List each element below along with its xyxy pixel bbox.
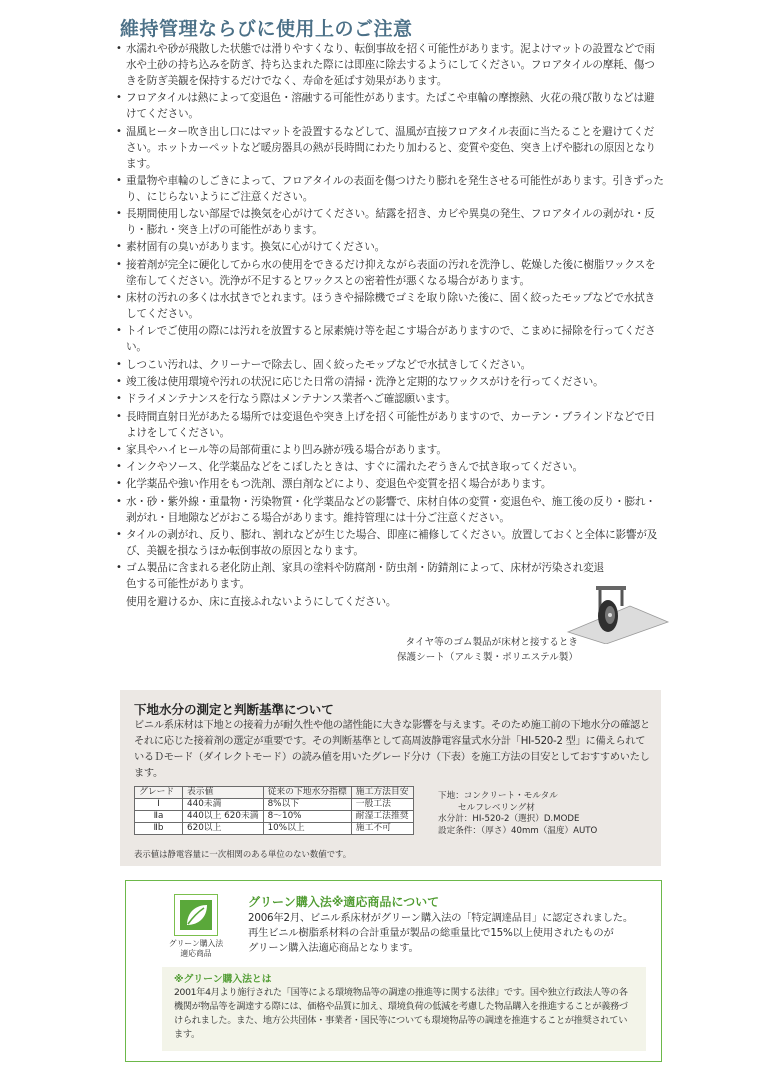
- table-header: 従来の下地水分指標: [263, 787, 351, 799]
- table-cell: Ⅱb: [135, 823, 183, 835]
- moisture-title: 下地水分の測定と判断基準について: [134, 702, 334, 717]
- green-title: グリーン購入法※適応商品について: [248, 895, 440, 909]
- subfloor-line: 下地：コンクリート・モルタル: [438, 791, 558, 801]
- note-item: • 家具やハイヒール等の局部荷重により凹み跡が残る場合があります。: [116, 442, 664, 458]
- table-note: 表示値は静電容量に一次相関のある単位のない数値です。: [134, 849, 352, 859]
- note-item: • 竣工後は使用環境や汚れの状況に応じた日常の清掃・洗浄と定期的なワックスがけを行ってください。: [116, 374, 664, 390]
- logo-label-line: グリーン購入法: [168, 939, 224, 948]
- note-item: • しつこい汚れは、クリーナーで除去し、固く絞ったモップなどで水拭きしてください。: [116, 357, 664, 373]
- table-cell: 施工不可: [351, 823, 413, 835]
- subfloor-line: 水分計：HI-520-2（選択）D.MODE: [438, 814, 580, 824]
- note-item: • 温風ヒーター吹き出し口にはマットを設置するなどして、温風が直接フロアタイル表面に当たることを避けてください。ホットカーペットなど暖房器具の熱が長時間にわたり加わると、変質や変色、突き上げや膨れの原因となります。: [116, 124, 664, 172]
- table-header: 表示値: [183, 787, 264, 799]
- subfloor-line: セルフレベリング材: [458, 802, 535, 813]
- note-item: • 重量物や車輪のしごきによって、フロアタイルの表面を傷つけたり膨れを発生させる可能性があります。引きずったり、にじらないようにご注意ください。: [116, 173, 664, 205]
- table-cell: Ⅱa: [135, 811, 183, 823]
- table-cell: 8%以下: [263, 799, 351, 811]
- table-cell: 8〜10%: [263, 811, 351, 823]
- green-leaf-logo: [174, 894, 218, 936]
- note-item: • フロアタイルは熱によって変退色・溶融する可能性があります。たばこや車輪の摩擦熱、火花の飛び散りなどは避けてください。: [116, 90, 664, 122]
- table-row: [135, 823, 414, 835]
- moisture-panel: [120, 690, 661, 866]
- table-header: 施工方法目安: [351, 787, 413, 799]
- note-item-extra: 使用を避けるか、床に直接ふれないようにしてください。: [126, 595, 397, 608]
- grade-table: [134, 786, 414, 835]
- green-logo-label: [164, 939, 228, 959]
- table-cell: 440以上 620未満: [183, 811, 264, 823]
- subfloor-info: [438, 791, 597, 837]
- green-text: [248, 911, 648, 956]
- green-purchase-panel: [125, 880, 662, 1062]
- note-item: • 水濡れや砂が飛散した状態では滑りやすくなり、転倒事故を招く可能性があります。泥よけマットの設置などで雨水や土砂の持ち込みを防ぎ、持ち込まれた際には即座に除去するようにしてください。フロアタイルの摩耗、傷つきを防ぎ美観を保持するだけでなく、寿命を延ばす効果があります。: [116, 41, 664, 89]
- note-item: • 素材固有の臭いがあります。換気に心がけてください。: [116, 239, 664, 255]
- note-item: • 水・砂・紫外線・重量物・汚染物質・化学薬品などの影響で、床材自体の変質・変退色や、施工後の反り・膨れ・剥がれ・目地隙などがおこる場合があります。維持管理には十分ご注意ください。: [116, 494, 664, 526]
- moisture-text: ビニル系床材は下地との接着力が耐久性や他の諸性能に大きな影響を与えます。そのため施工前の下地水分の確認とそれに応じた接着剤の選定が重要です。その判断基準として高周波静電容量式水分計「HI-520-2 型」に備えられているＤモード（ダイレクトモード）の読み値を用いたグレード分け（下表）を施工方法の目安としておすすめいたします。: [134, 720, 650, 779]
- note-item: • 長期間使用しない部屋では換気を心がけてください。結露を招き、カビや異臭の発生、フロアタイルの剥がれ・反り・膨れ・突き上げの可能性があります。: [116, 206, 664, 238]
- table-cell: 440未満: [183, 799, 264, 811]
- notes-list: [116, 41, 664, 611]
- table-cell: 620以上: [183, 823, 264, 835]
- law-text: 2001年4月より施行された「国等による環境物品等の調達の推進等に関する法律」です。国や独立行政法人等の各機関が物品等を調達する際には、価格や品質に加え、環境負荷の低減を考慮した物品購入を推進することが義務づけられました。また、地方公共団体・事業者・国民等についても環境物品等の調達を推進することが推奨されています。: [174, 987, 628, 1040]
- note-item: • 床材の汚れの多くは水拭きでとれます。ほうきや掃除機でゴミを取り除いた後に、固く絞ったモップなどで水拭きしてください。: [116, 290, 664, 322]
- green-text-line: グリーン購入法適応商品となります。: [248, 942, 419, 954]
- note-item: • ドライメンテナンスを行なう際はメンテナンス業者へご確認願います。: [116, 391, 664, 407]
- table-row: [135, 811, 414, 823]
- table-cell: 耐湿工法推奨: [351, 811, 413, 823]
- table-row: [135, 799, 414, 811]
- caster-caption-line: 保護シート（アルミ製・ポリエステル製）: [396, 652, 578, 663]
- note-item: • トイレでご使用の際には汚れを放置すると尿素焼け等を起こす場合がありますので、こまめに掃除を行ってください。: [116, 323, 664, 355]
- table-cell: Ⅰ: [135, 799, 183, 811]
- table-cell: 10%以上: [263, 823, 351, 835]
- note-item: • インクやソース、化学薬品などをこぼしたときは、すぐに濡れたぞうきんで拭き取ってください。: [116, 459, 664, 475]
- logo-label-line: 適応商品: [180, 949, 212, 958]
- note-item: • 接着剤が完全に硬化してから水の使用をできるだけ抑えながら表面の汚れを洗浄し、乾燥した後に樹脂ワックスを塗布してください。洗浄が不足するとワックスとの密着性が悪くなる場合があります。: [116, 257, 664, 289]
- caster-caption-line: タイヤ等のゴム製品が床材と接するとき: [405, 637, 578, 648]
- note-item: • 長時間直射日光があたる場所では変退色や突き上げを招く可能性がありますので、カーテン・ブラインドなどで日よけをしてください。: [116, 409, 664, 441]
- green-text-line: 再生ビニル樹脂系材料の合計重量が製品の総重量比で15%以上使用されたものが: [248, 927, 614, 939]
- note-item: • タイルの剥がれ、反り、膨れ、割れなどが生じた場合、即座に補修してください。放置しておくと全体に影響が及び、美観を損なうほか転倒事故の原因となります。: [116, 527, 664, 559]
- note-item: • ゴム製品に含まれる老化防止剤、家具の塗料や防腐剤・防虫剤・防錆剤によって、床材が汚染され変退色する可能性があります。: [116, 560, 664, 592]
- note-item: • 化学薬品や強い作用をもつ洗剤、漂白剤などにより、変退色や変質を招く場合があります。: [116, 476, 664, 492]
- law-box: [162, 967, 646, 1051]
- green-text-line: 2006年2月、ビニル系床材がグリーン購入法の「特定調達品目」に認定されました。: [248, 912, 633, 924]
- caster-caption: [370, 635, 578, 665]
- law-title: ※グリーン購入法とは: [174, 974, 272, 985]
- main-title: 維持管理ならびに使用上のご注意: [120, 18, 413, 40]
- subfloor-line: 設定条件：（厚さ）40mm（温度）AUTO: [438, 825, 598, 836]
- leaf-icon: [179, 899, 213, 931]
- table-cell: 一般工法: [351, 799, 413, 811]
- table-header-row: [135, 787, 414, 799]
- table-header: グレード: [135, 787, 183, 799]
